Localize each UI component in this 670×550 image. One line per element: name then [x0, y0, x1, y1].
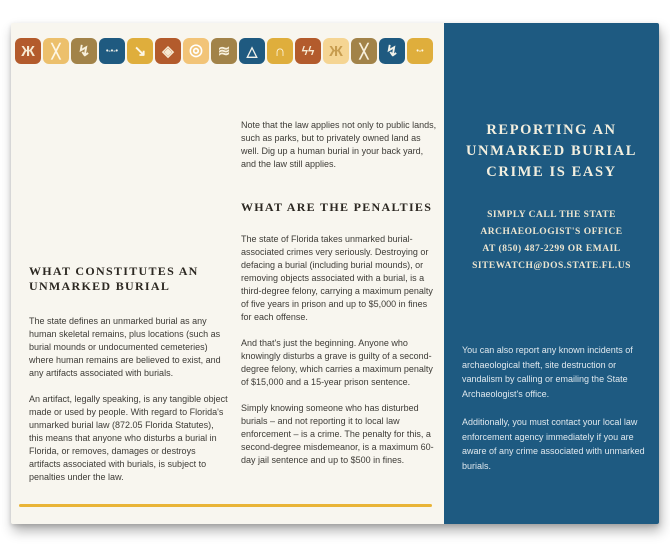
- constitutes-paragraph-2: An artifact, legally speaking, is any tangible object made or used by people. With regard to Florida's unmarked burial law (872.05 Florida Statutes), this means that anyone who disturbs a burial in Florida, or removes, damages or destroys artifacts associated with burials, is subject to penalties under the law.: [29, 394, 228, 482]
- middle-column: [241, 119, 440, 480]
- water-waves-icon: ≋: [211, 38, 237, 64]
- contact-phone-line: AT (850) 487-2299 OR EMAIL: [482, 244, 621, 254]
- reporting-heading: [450, 120, 653, 183]
- penalties-paragraph-1: The state of Florida takes unmarked burial-associated crimes very seriously. Destroying or defacing a burial (including burial mounds), or removing objects associated with a burial, is a third-degree felony, carrying a maximum penalty of five years in prison and up to $5,000 in fines for each offense.: [241, 234, 433, 322]
- diamond-eye-icon: ◈: [155, 38, 181, 64]
- reporting-paragraph-2: Additionally, you must contact your local law enforcement agency immediately if you are aware of any crime associated with unmarked burials.: [462, 417, 645, 471]
- mountain-icon: △: [239, 38, 265, 64]
- left-column: [29, 264, 228, 497]
- constitutes-heading: WHAT CONSTITUTES AN UNMARKED BURIAL: [29, 264, 199, 293]
- reporting-heading-line-1: REPORTING AN: [486, 122, 617, 138]
- reporting-body: [462, 343, 646, 487]
- shelter-dome-icon: ∩: [267, 38, 293, 64]
- gold-divider-rule: [19, 504, 432, 507]
- petroglyph-icon-row: [15, 38, 433, 64]
- reporting-heading-line-2: UNMARKED BURIAL: [465, 143, 638, 159]
- penalties-paragraph-2: And that's just the beginning. Anyone who knowingly disturbs a grave is guilty of a second-degree felony, which carries a maximum penalty of $15,000 and a 15-year prison sentence.: [241, 338, 433, 387]
- connected-dots-icon: •-•-•: [99, 38, 125, 64]
- atlatl-dart-icon: ↯: [71, 38, 97, 64]
- penalties-heading: WHAT ARE THE PENALTIES: [241, 200, 433, 214]
- contact-email-line: SITEWATCH@DOS.STATE.FL.US: [472, 261, 631, 271]
- reporting-paragraph-1: You can also report any known incidents of archaeological theft, site destruction or vandalism by calling or emailing the State Archaeologist's office.: [462, 345, 633, 399]
- petroglyph-figure-icon: Ж: [15, 38, 41, 64]
- petroglyph-figure-2-icon: Ж: [323, 38, 349, 64]
- connected-dots-2-icon: •-•: [407, 38, 433, 64]
- zigzag-marks-icon: ϟϟ: [295, 38, 321, 64]
- crossed-sticks-icon: ╳: [43, 38, 69, 64]
- contact-line-1: SIMPLY CALL THE STATE: [487, 210, 616, 220]
- brochure-page: [11, 23, 659, 524]
- reporting-heading-line-3: CRIME IS EASY: [486, 164, 617, 180]
- reporting-panel: [444, 23, 659, 524]
- concentric-circles-icon: ◎: [183, 38, 209, 64]
- crossed-sticks-2-icon: ╳: [351, 38, 377, 64]
- contact-line-2: ARCHAEOLOGIST'S OFFICE: [480, 227, 623, 237]
- law-applies-paragraph: Note that the law applies not only to public lands, such as parks, but to privately owned land as well. Dig up a human burial in your back yard, and the law still applies.: [241, 120, 437, 169]
- crossed-spears-icon: ↘: [127, 38, 153, 64]
- constitutes-paragraph-1: The state defines an unmarked burial as any human skeletal remains, plus locations (such as burial mounds or undocumented cemeteries) where human remains are believed to exist, and any artifacts associated with burials.: [29, 316, 221, 378]
- penalties-paragraph-3: Simply knowing someone who has disturbed burials – and not reporting it to local law enforcement – is a crime. The penalty for this, a second-degree misdemeanor, is a maximum 60-day jail sentence and up to $500 in fines.: [241, 403, 434, 465]
- atlatl-dart-2-icon: ↯: [379, 38, 405, 64]
- contact-info: [448, 207, 655, 275]
